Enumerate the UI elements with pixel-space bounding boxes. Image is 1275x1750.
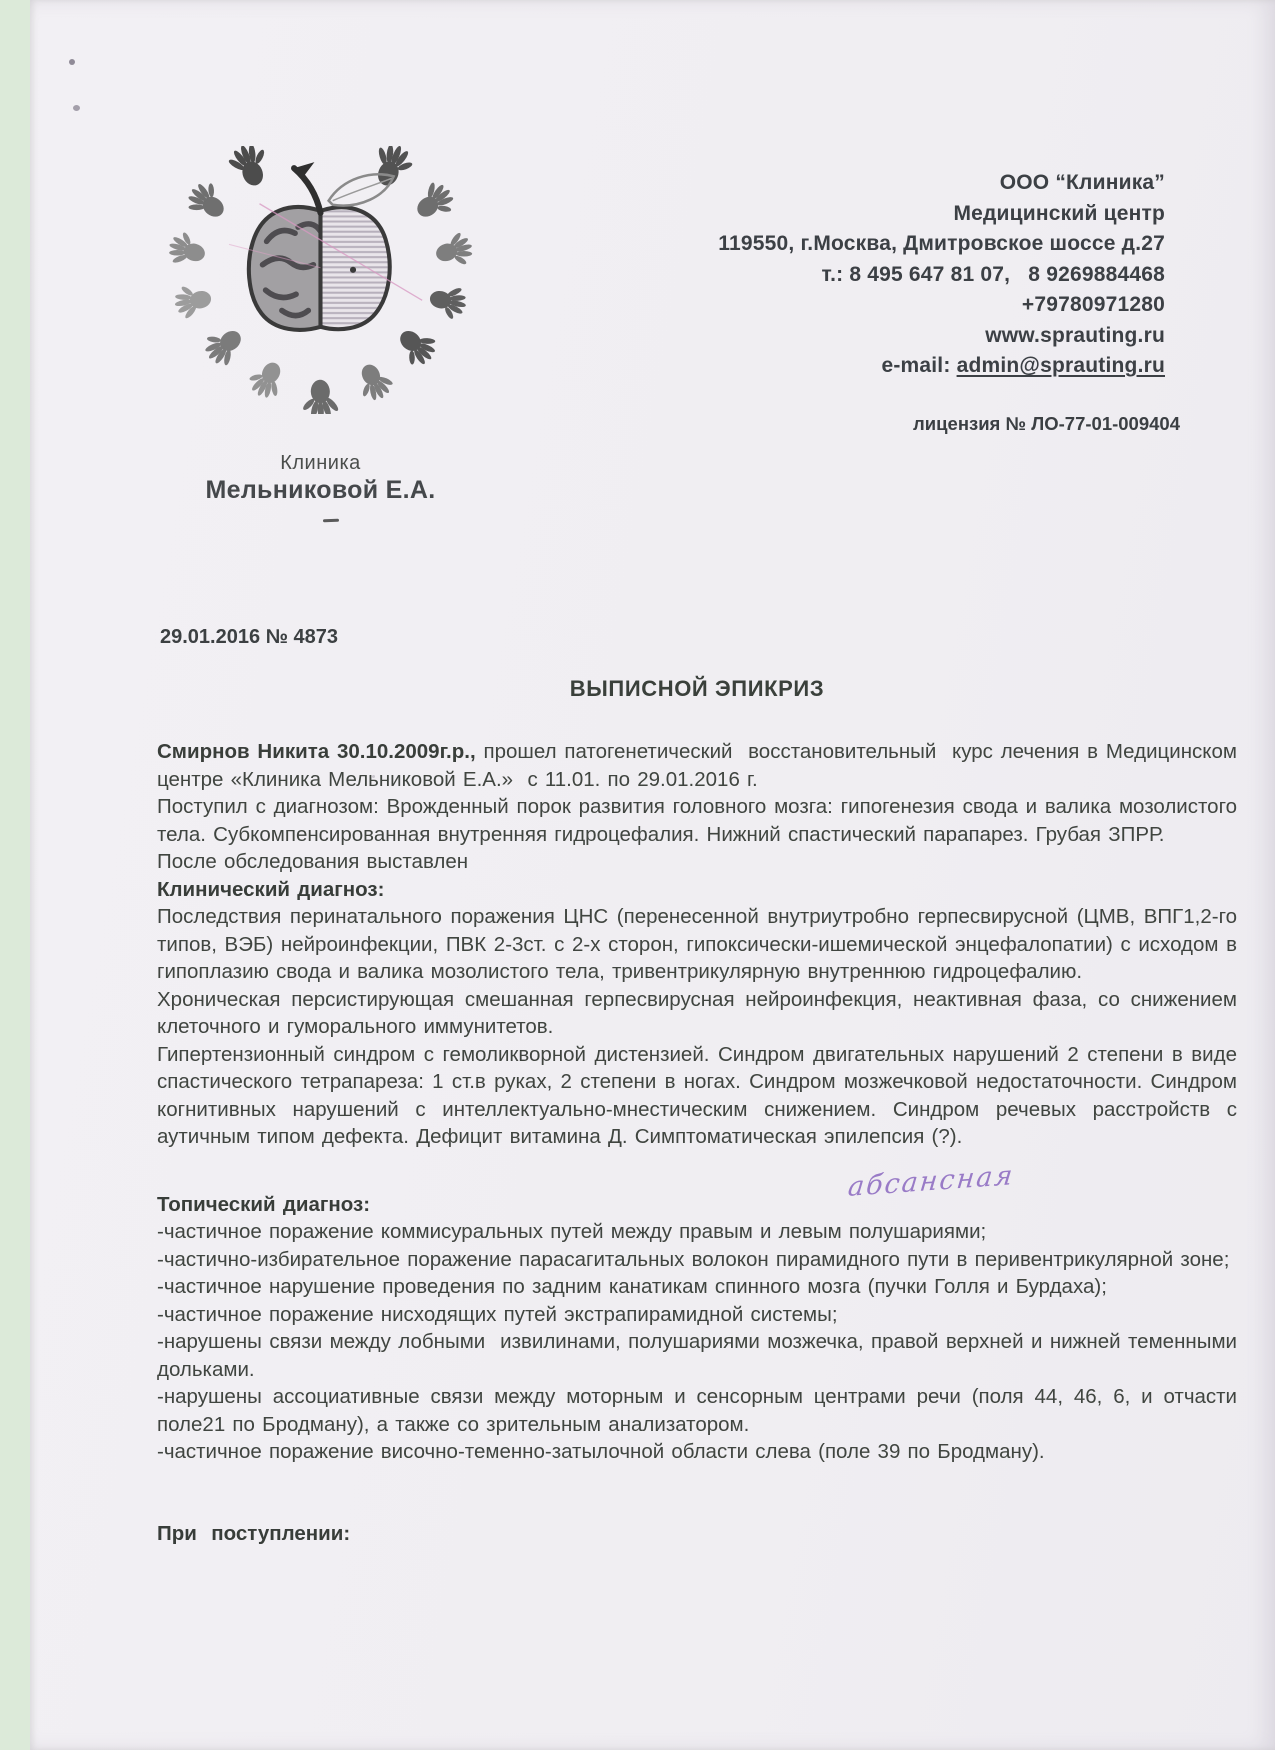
- patient-name-dob: Смирнов Никита 30.10.2009г.р.,: [157, 740, 476, 763]
- after-exam-line: После обследования выставлен: [157, 850, 469, 873]
- email-address: admin@sprauting.ru: [956, 354, 1165, 377]
- clinic-name-block: [168, 452, 473, 505]
- topical-item: -нарушены ассоциативные связи между моторным и сенсорным центрами речи (поля 44, 46, 6, и отчасти поле21 по Бродману), а также со зрительным анализатором.: [157, 1385, 1237, 1436]
- document-date-number: 29.01.2016 № 4873: [160, 626, 338, 648]
- topical-item: -частично-избирательное поражение парасагитальных волокон пирамидного пути в перивентрикулярной зоне;: [157, 1247, 1230, 1271]
- email-label: e-mail:: [881, 354, 957, 377]
- phone-line: т.: 8 495 647 81 07, 8 9269884468: [821, 262, 1165, 286]
- staple-hole: [73, 105, 80, 111]
- clinic-caption-line1: Клиника: [280, 452, 361, 474]
- patient-paragraph: [157, 738, 1237, 793]
- clinical-paragraph-3: Гипертензионный синдром с гемоликворной дистензией. Синдром двигательных нарушений 2 степени в виде спастического тетрапареза: 1 ст.в руках, 2 степени в ногах. Синдром мозжечковой недостаточности. Синдром когнитивных нарушений с интеллектуально-мнестическим снижением. Синдром речевых расстройств с аутичным типом дефекта. Дефицит витамина Д. Симптоматическая эпилепсия (?).: [157, 1042, 1237, 1148]
- clinical-paragraph-1: Последствия перинатального поражения ЦНС (перенесенной внутриутробно герпесвирусной (ЦМВ, ВПГ1,2-го типов, ВЭБ) нейроинфекции, ПВК 2-3ст. с 2-х сторон, гипоксически-ишемической энцефалопатии) с исходом в гипоплазию свода и валика мозолистого тела, тривентрикулярную внутреннюю гидроцефалию.: [157, 905, 1237, 983]
- clinical-paragraph-2: Хроническая персистирующая смешанная герпесвирусная нейроинфекция, неактивная фаза, со снижением клеточного и гуморального иммунитетов.: [157, 987, 1237, 1038]
- clinical-diagnosis-heading: Клинический диагноз:: [157, 877, 385, 901]
- license-number: лицензия № ЛО-77-01-009404: [913, 413, 1180, 434]
- admission-diagnosis: Поступил с диагнозом: Врожденный порок развития головного мозга: гипогенезия свода и валика мозолистого тела. Субкомпенсированная внутренняя гидроцефалия. Нижний спастический парапарез. Грубая ЗПРР.: [157, 795, 1237, 846]
- topical-item: -нарушены связи между лобными извилинами, полушариями мозжечка, правой верхней и нижней теменными дольками.: [157, 1330, 1237, 1381]
- website: www.sprauting.ru: [985, 323, 1165, 347]
- patient-course-text: прошел патогенетический восстановительный курс лечения в Медицинском центре «Клиника Мельниковой Е.А.» с 11.01. по 29.01.2016 г.: [157, 740, 1238, 791]
- topical-item: -частичное поражение нисходящих путей экстрапирамидной системы;: [157, 1302, 838, 1326]
- email-line: [718, 351, 1165, 382]
- phone-line-2: +79780971280: [1021, 293, 1165, 316]
- topical-diagnosis-heading: Топический диагноз:: [157, 1192, 371, 1216]
- staple-hole: [69, 59, 75, 65]
- center-type: Медицинский центр: [953, 201, 1165, 225]
- document-body: [157, 738, 1237, 1547]
- document-title: ВЫПИСНОЙ ЭПИКРИЗ: [569, 676, 825, 701]
- on-admission-heading: При поступлении:: [157, 1521, 351, 1545]
- clinic-logo-icon: [168, 146, 473, 414]
- topical-item: -частичное поражение коммисуральных путей между правым и левым полушариями;: [157, 1220, 987, 1243]
- caption-underline-mark: [323, 519, 339, 523]
- address-line: 119550, г.Москва, Дмитровское шоссе д.27: [718, 232, 1165, 255]
- clinic-caption-line2: Мельниковой Е.А.: [205, 476, 436, 504]
- topical-item: -частичное поражение височно-теменно-затылочной области слева (поле 39 по Бродману).: [157, 1440, 1045, 1463]
- company-name: ООО “Клиника”: [999, 171, 1165, 194]
- topical-item: -частичное нарушение проведения по задним канатикам спинного мозга (пучки Голля и Бурдаха);: [157, 1275, 1107, 1298]
- letterhead-contact-block: [718, 168, 1165, 382]
- handwritten-annotation: абсансная: [846, 1160, 1016, 1203]
